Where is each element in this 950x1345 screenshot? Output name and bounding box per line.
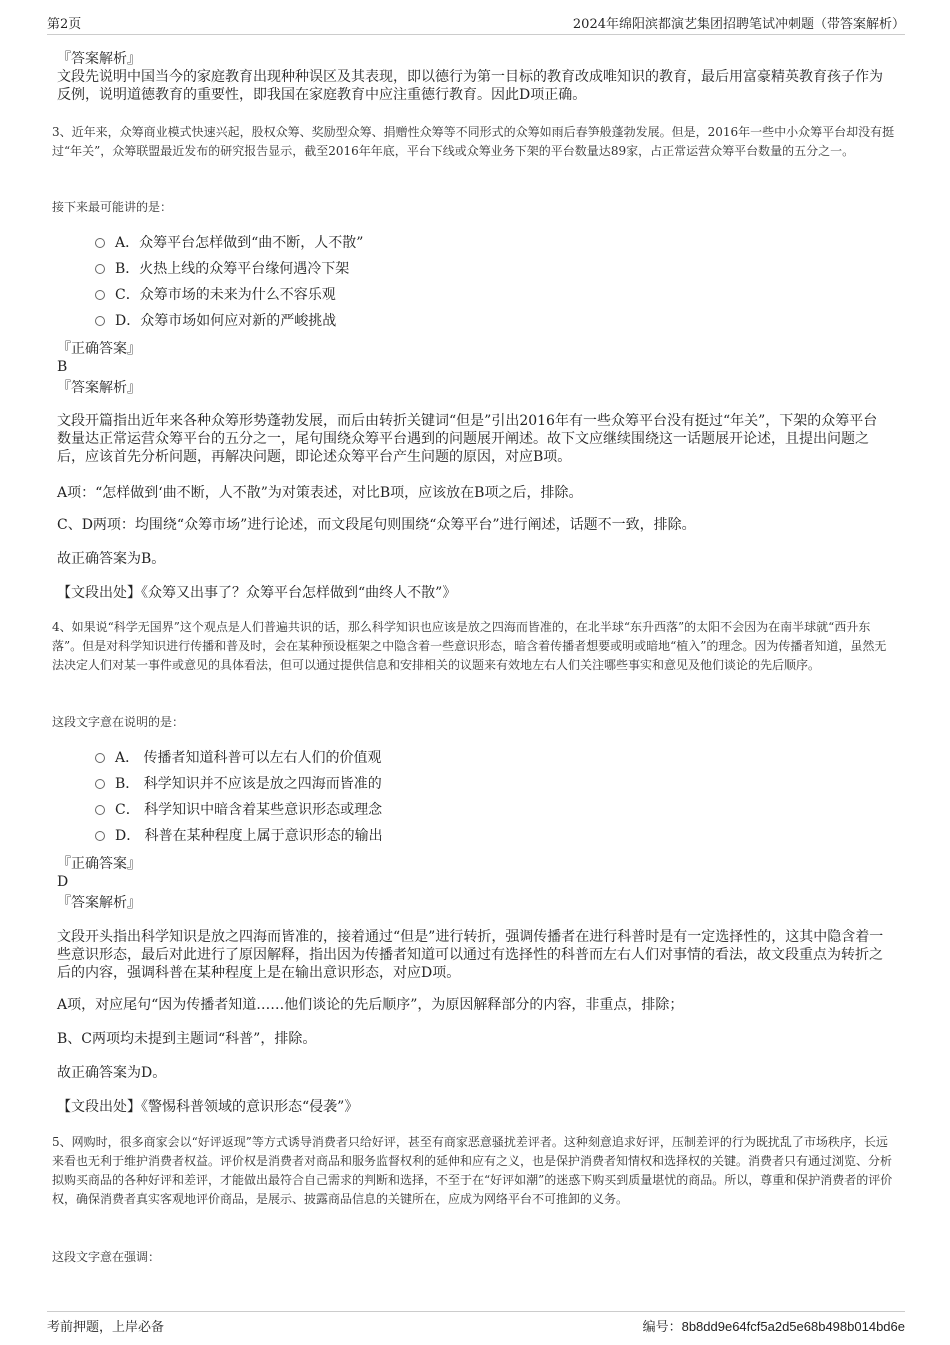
q3-analysis-cd: C、D两项：均围绕“众筹市场”进行论述，而文段尾句则围绕“众筹平台”进行阐述，话题不一致，排除。 <box>57 517 696 533</box>
q4-analysis: 文段开头指出科学知识是放之四海而皆准的，接着通过“但是”进行转折，强调传播者在进行科普时是有一定选择性的，这其中隐含着一些意识形态，最后对此进行了原因解释，指出因为传播者知道可以通过有选择性的科普而左右人们对事情的看法，故文段重点为转折之后的内容，强调科普在某种程度上是在输出意识形态，对应D项。 <box>57 929 884 981</box>
q3-conclusion: 故正确答案为B。 <box>57 551 166 567</box>
q4-source: 【文段出处】《警惕科普领域的意识形态“侵袭”》 <box>57 1099 359 1115</box>
q5-prompt: 这段文字意在强调： <box>52 1250 161 1264</box>
q4-option-d[interactable]: D． 科普在某种程度上属于意识形态的输出 <box>95 827 383 845</box>
q4-analysis-a: A项，对应尾句“因为传播者知道……他们谈论的先后顺序”，为原因解释部分的内容，非重点，排除； <box>57 997 684 1013</box>
q4-answer-label: 『正确答案』 <box>57 856 141 872</box>
page-number: 第2页 <box>47 17 82 32</box>
q4-conclusion: 故正确答案为D。 <box>57 1065 167 1081</box>
q3-prompt: 接下来最可能讲的是： <box>52 200 173 214</box>
footer-slogan: 考前押题，上岸必备 <box>47 1320 165 1335</box>
q4-option-c[interactable]: C． 科学知识中暗含着某些意识形态或理念 <box>95 801 382 819</box>
q4-option-b[interactable]: B． 科学知识并不应该是放之四海而皆准的 <box>95 775 382 793</box>
q5-stem: 5、网购时，很多商家会以“好评返现”等方式诱导消费者只给好评，甚至有商家恶意骚扰差评者。这种刻意追求好评，压制差评的行为既扰乱了市场秩序，长远来看也无利于维护消费者权益。评价权是消费者对商品和服务监督权利的延伸和应有之义，也是保护消费者知情权和选择权的关键。消费者只有通过浏览、分析拟购买商品的各种好评和差评，才能做出最符合自己需求的判断和选择，不至于在“好评如潮”的迷惑下购买到质量堪忧的商品。所以，尊重和保护消费者的评价权，确保消费者真实客观地评价商品，是展示、披露商品信息的关键所在，应成为网络平台不可推卸的义务。 <box>52 1135 893 1206</box>
q4-stem: 4、如果说“科学无国界”这个观点是人们普遍共识的话，那么科学知识也应该是放之四海而皆准的，在北半球“东升西落”的太阳不会因为在南半球就“西升东落”。但是对科学知识进行传播和普及时，会在某种预设框架之中隐含着一些意识形态，暗含着传播者想要或明或暗地“植入”的理念。因为传播者知道，虽然无法决定人们对某一事件或意见的具体看法，但可以通过提供信息和安排相关的议题来有效地左右人们关注哪些事实和意见及他们谈论的先后顺序。 <box>52 620 887 672</box>
radio-icon[interactable] <box>95 316 105 326</box>
q4-prompt: 这段文字意在说明的是： <box>52 715 185 729</box>
q3-analysis-a: A项：“怎样做到‘曲不断，人不散”为对策表述，对比B项，应该放在B项之后，排除。 <box>57 485 583 501</box>
radio-icon[interactable] <box>95 290 105 300</box>
q4-answer: D <box>57 874 69 890</box>
q4-analysis-bc: B、C两项均未提到主题词“科普”，排除。 <box>57 1031 317 1047</box>
radio-icon[interactable] <box>95 264 105 274</box>
q3-analysis: 文段开篇指出近年来各种众筹形势蓬勃发展，而后由转折关键词“但是”引出2016年有一些众筹平台没有挺过“年关”，下架的众筹平台数量达正常运营众筹平台的五分之一，尾句围绕众筹平台遇到的问题展开阐述。故下文应继续围绕这一话题展开论述，且提出问题之后，应该首先分析问题，再解决问题，即论述众筹平台产生问题的原因，对应B项。 <box>57 413 878 465</box>
radio-icon[interactable] <box>95 753 105 763</box>
page-header <box>47 10 905 35</box>
q3-stem: 3、近年来，众筹商业模式快速兴起，股权众筹、奖励型众筹、捐赠性众筹等不同形式的众筹如雨后春笋般蓬勃发展。但是，2016年一些中小众筹平台却没有挺过“年关”，众筹联盟最近发布的研究报告显示，截至2016年年底，平台下线或众筹业务下架的平台数量达89家，占正常运营众筹平台数量的五分之一。 <box>52 125 895 158</box>
q2-analysis: 文段先说明中国当今的家庭教育出现种种误区及其表现，即以德行为第一目标的教育改成唯知识的教育，最后用富豪精英教育孩子作为反例，说明道德教育的重要性，即我国在家庭教育中应注重德行教育。因此D项正确。 <box>57 69 883 103</box>
q3-answer-label: 『正确答案』 <box>57 341 141 357</box>
radio-icon[interactable] <box>95 779 105 789</box>
q3-source: 【文段出处】《众筹又出事了？众筹平台怎样做到“曲终人不散”》 <box>57 585 457 601</box>
q3-option-c[interactable]: C．众筹市场的未来为什么不容乐观 <box>95 286 336 304</box>
q3-analysis-label: 『答案解析』 <box>57 380 141 396</box>
q3-option-a[interactable]: A．众筹平台怎样做到“曲不断，人不散” <box>95 234 363 252</box>
document-title: 2024年绵阳滨都演艺集团招聘笔试冲刺题（带答案解析） <box>572 17 905 32</box>
radio-icon[interactable] <box>95 805 105 815</box>
radio-icon[interactable] <box>95 831 105 841</box>
radio-icon[interactable] <box>95 238 105 248</box>
q3-option-b[interactable]: B．火热上线的众筹平台缘何遇冷下架 <box>95 260 349 278</box>
q4-option-a[interactable]: A． 传播者知道科普可以左右人们的价值观 <box>95 749 382 767</box>
q2-analysis-label: 『答案解析』 <box>57 51 141 67</box>
q3-option-d[interactable]: D．众筹市场如何应对新的严峻挑战 <box>95 312 336 330</box>
q3-answer: B <box>57 359 68 375</box>
document-code: 编号：8b8dd9e64fcf5a2d5e68b498b014bd6e <box>642 1319 905 1334</box>
q4-analysis-label: 『答案解析』 <box>57 895 141 911</box>
page-footer <box>47 1311 905 1335</box>
